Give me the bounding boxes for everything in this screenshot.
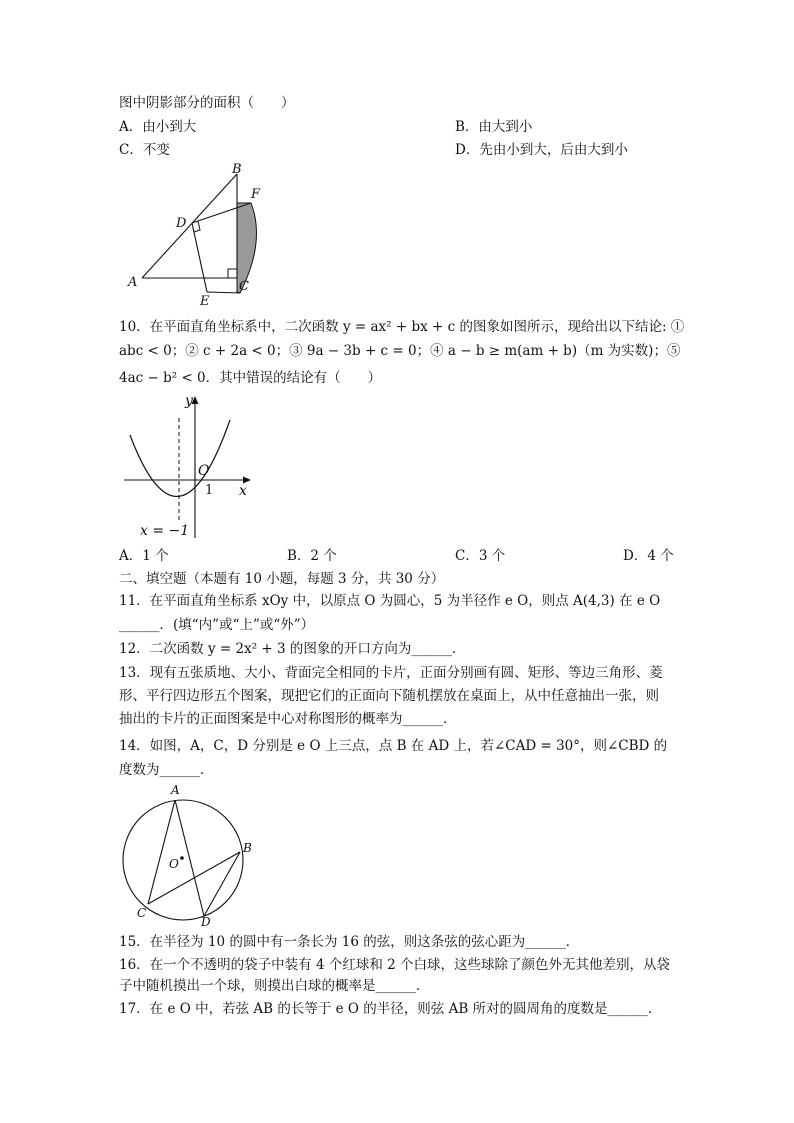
label-a: A	[128, 275, 138, 290]
label-b: B	[232, 162, 242, 177]
q10-line2: abc < 0；② c + 2a < 0；③ 9a − 3b + c = 0；④ a − b ≥ m(am + b)（m 为实数)；⑤	[119, 343, 681, 359]
section-2-heading: 二、填空题（本题有 10 小题，每题 3 分，共 30 分）	[119, 571, 445, 587]
q13-line1: 13．现有五张质地、大小、背面完全相同的卡片，正面分别画有圆、矩形、等边三角形、菱	[119, 665, 663, 681]
label-f: F	[251, 187, 261, 202]
label-d: D	[201, 915, 211, 929]
q10-line1: 10．在平面直角坐标系中，二次函数 y = ax² + bx + c 的图象如图所示，现给出以下结论: ①	[119, 319, 685, 335]
q14-line1: 14．如图，A，C，D 分别是 e O 上三点，点 B 在 AD 上，若∠CAD = 30°，则∠CBD 的	[119, 738, 668, 754]
q15: 15．在半径为 10 的圆中有一条长为 16 的弦，则这条弦的弦心距为______．	[119, 934, 580, 950]
label-c: C	[137, 906, 147, 920]
q9-option-d: D．先由小到大，后由大到小	[455, 142, 628, 158]
label-o: O	[169, 857, 179, 871]
label-b: B	[243, 841, 252, 855]
y-axis-label: y	[185, 393, 193, 409]
q9-option-b: B．由大到小	[455, 119, 533, 135]
q11-line2: ______．(填“内”或“上”或“外”）	[119, 617, 315, 633]
q14-line2: 度数为______．	[119, 762, 214, 778]
one-label: 1	[205, 483, 214, 498]
axis-of-symmetry-label: x = −1	[140, 523, 190, 539]
label-d: D	[176, 216, 187, 231]
q16-line1: 16．在一个不透明的袋子中装有 4 个红球和 2 个白球，这些球除了颜色外无其他差别，从袋	[119, 957, 671, 973]
q11-line1: 11．在平面直角坐标系 xOy 中，以原点 O 为圆心，5 为半径作 e O，则点 A(4,3) 在 e O	[119, 593, 661, 609]
q12: 12．二次函数 y = 2x² + 3 的图象的开口方向为______．	[119, 641, 466, 657]
q16-line2: 子中随机摸出一个球，则摸出白球的概率是______．	[119, 978, 430, 994]
q10-parabola-graph	[118, 390, 263, 542]
x-axis-label: x	[239, 483, 247, 499]
label-e: E	[200, 294, 210, 309]
q14-circle-figure	[118, 780, 268, 930]
q10-option-d: D．4 个	[623, 548, 674, 564]
q13-line3: 抽出的卡片的正面图案是中心对称图形的概率为______．	[119, 711, 457, 727]
q17: 17．在 e O 中，若弦 AB 的长等于 e O 的半径，则弦 AB 所对的圆周角的度数是______．	[119, 1001, 662, 1017]
q13-line2: 形、平行四边形五个图案，现把它们的正面向下随机摆放在桌面上，从中任意抽出一张，则	[119, 688, 659, 704]
origin-label: O	[198, 463, 210, 479]
q10-option-c: C．3 个	[455, 548, 506, 564]
q10-option-a: A．1 个	[119, 548, 169, 564]
q10-line3: 4ac − b² < 0．其中错误的结论有（ ）	[119, 370, 382, 386]
q9-triangle-figure	[118, 160, 278, 310]
parabola-curve	[130, 420, 230, 496]
q9-option-a: A．由小到大	[119, 119, 197, 135]
q9-option-c: C．不变	[119, 142, 170, 158]
q10-option-b: B．2 个	[287, 548, 337, 564]
label-a: A	[171, 783, 180, 797]
label-c: C	[239, 279, 249, 294]
q9-stem-tail: 图中阴影部分的面积（ ）	[119, 95, 295, 111]
